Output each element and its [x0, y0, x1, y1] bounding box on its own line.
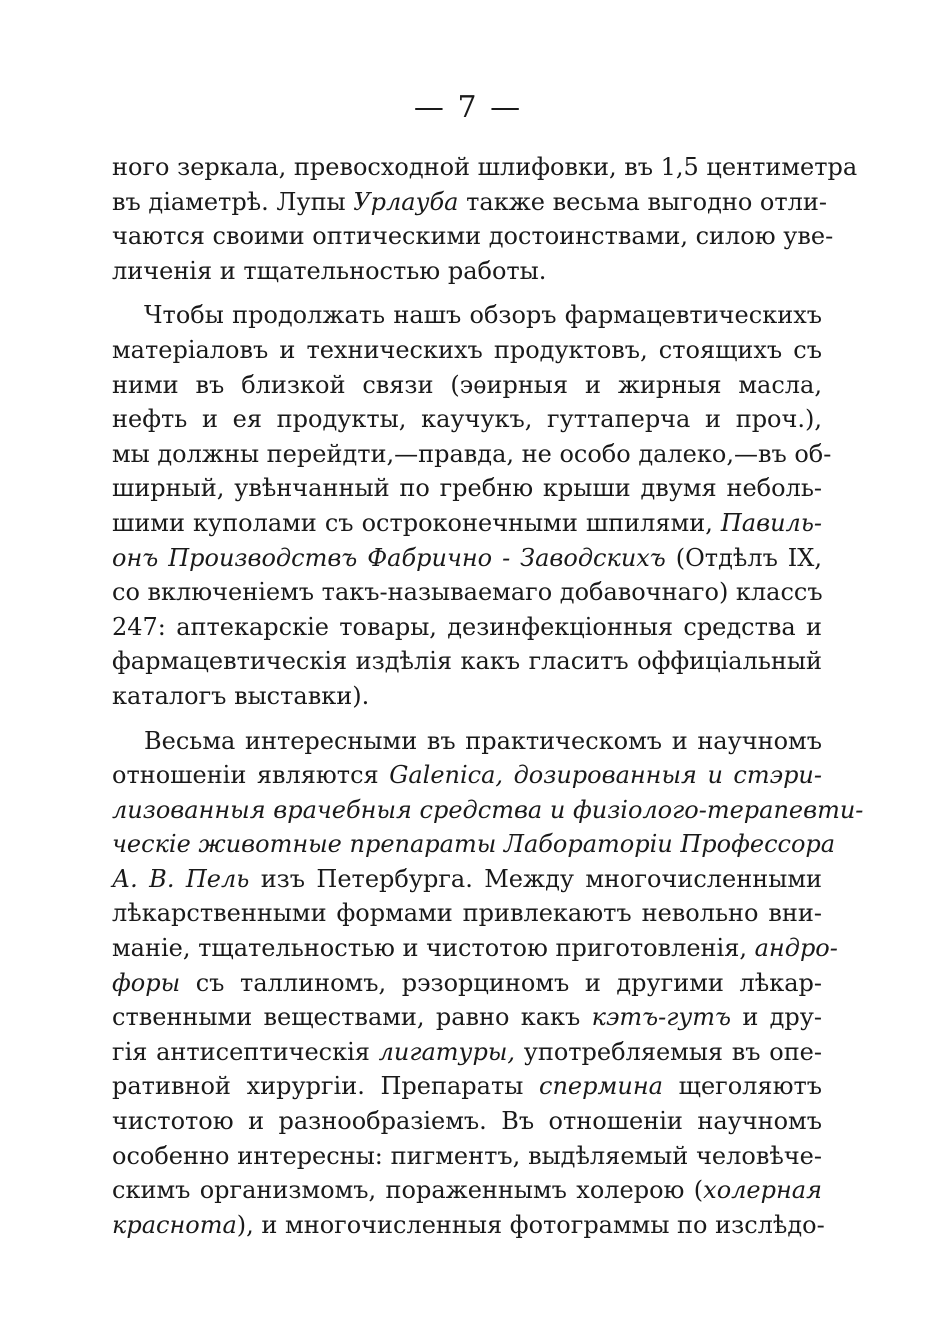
text-segment: ), и многочисленныя фотограммы по изслѣдо-	[236, 1210, 825, 1239]
text-line	[112, 758, 822, 793]
text-line	[112, 1035, 822, 1070]
italic-text: лизованныя врачебныя средства и физіолого-терапевти-	[112, 795, 864, 824]
italic-text: холерная	[703, 1176, 822, 1205]
text-line	[112, 1069, 822, 1104]
text-segment: личенія и тщательностью работы.	[112, 256, 547, 285]
text-line	[112, 793, 864, 828]
text-segment: особенно интересны: пигментъ, выдѣляемый человѣче-	[112, 1141, 822, 1170]
text-line	[112, 471, 822, 506]
text-segment: Весьма интересными въ практическомъ и научномъ	[144, 726, 822, 755]
text-segment: нефть и ея продукты, каучукъ, гуттаперча и проч.),	[112, 405, 822, 434]
paragraph	[112, 724, 864, 1243]
text-segment: матеріаловъ и техническихъ продуктовъ, стоящихъ съ	[112, 335, 822, 364]
text-segment: щеголяютъ	[662, 1072, 823, 1101]
text-line	[112, 724, 822, 759]
text-line	[112, 610, 822, 645]
text-line	[112, 1173, 822, 1208]
italic-text: лигатуры,	[378, 1037, 516, 1066]
text-segment: съ таллиномъ, рэзорциномъ и другими лѣкар-	[180, 968, 822, 997]
text-line	[112, 679, 822, 714]
text-segment: изъ Петербурга. Между многочисленными	[249, 864, 822, 893]
text-line	[112, 506, 822, 541]
italic-text: Galenica, дозированныя и стэри-	[389, 761, 822, 790]
text-line	[112, 402, 822, 437]
text-line	[112, 254, 822, 289]
text-line	[112, 966, 822, 1001]
text-segment: ширный, увѣнчанный по гребню крыши двумя неболь-	[112, 474, 822, 503]
text-line	[112, 333, 822, 368]
italic-text: кэтъ-гутъ	[591, 1003, 732, 1032]
text-segment: и дру-	[731, 1003, 822, 1032]
text-line	[112, 575, 822, 610]
italic-text: А. В. Пель	[112, 864, 250, 893]
text-line	[112, 298, 822, 333]
text-segment: шими куполами съ остроконечными шпилями,	[112, 508, 721, 537]
text-line	[112, 827, 836, 862]
text-line	[112, 931, 838, 966]
text-segment: также весьма выгодно отли-	[458, 187, 828, 216]
text-line	[112, 150, 858, 185]
text-line	[112, 1104, 822, 1139]
text-segment: 247: аптекарскіе товары, дезинфекціонныя средства и	[112, 612, 822, 641]
text-segment: въ діаметрѣ. Лупы	[112, 187, 354, 216]
text-segment: ного зеркала, превосходной шлифовки, въ 1,5 центиметра	[112, 153, 858, 181]
text-segment: чаются своими оптическими достоинствами, силою уве-	[112, 222, 834, 251]
paragraph	[112, 150, 858, 288]
text-segment: мы должны перейдти,—правда, не особо далеко,—въ об-	[112, 439, 832, 468]
text-segment: со включеніемъ такъ-называемаго добавочнаго) классъ	[112, 578, 823, 607]
text-segment: употребляемыя въ опе-	[515, 1037, 822, 1066]
paragraph	[112, 298, 832, 713]
text-line	[112, 896, 822, 931]
italic-text: краснота	[112, 1210, 237, 1239]
text-line	[112, 368, 822, 403]
italic-text: форы	[112, 968, 181, 997]
italic-text: андро-	[754, 934, 838, 963]
italic-text: Урлауба	[353, 187, 459, 216]
text-segment: ственными веществами, равно какъ	[112, 1003, 592, 1032]
text-line	[112, 862, 822, 897]
text-segment: лѣкарственными формами привлекаютъ невольно вни-	[112, 899, 822, 928]
paragraph-gap	[112, 714, 822, 724]
text-segment: отношеніи являются	[112, 761, 390, 790]
text-segment: гія антисептическія	[112, 1037, 379, 1066]
text-line	[112, 437, 832, 472]
text-segment: ними въ близкой связи (эѳирныя и жирныя масла,	[112, 370, 822, 399]
text-line	[112, 1000, 822, 1035]
italic-text: онъ Производствъ Фабрично - Заводскихъ	[112, 543, 666, 572]
italic-text: Павиль-	[720, 508, 822, 537]
text-line	[112, 1208, 825, 1243]
text-segment: маніе, тщательностью и чистотою приготовленія,	[112, 934, 755, 963]
italic-text: спермина	[539, 1072, 663, 1101]
paragraph-gap	[112, 288, 822, 298]
text-line	[112, 1139, 822, 1174]
text-segment: фармацевтическія издѣлія какъ гласитъ оффиціальный	[112, 647, 822, 676]
text-line	[112, 644, 822, 679]
body-text	[112, 150, 864, 1242]
text-segment: чистотою и разнообразіемъ. Въ отношеніи научномъ	[112, 1107, 822, 1136]
page-number: — 7 —	[413, 90, 523, 125]
text-segment: скимъ организмомъ, пораженнымъ холерою (	[112, 1176, 704, 1205]
text-segment: ративной хирургіи. Препараты	[112, 1072, 540, 1101]
text-line	[112, 541, 822, 576]
text-segment: каталогъ выставки).	[112, 681, 370, 710]
italic-text: ческіе животные препараты Лабораторіи Профессора	[112, 830, 836, 859]
text-segment: (Отдѣлъ IX,	[665, 543, 822, 572]
text-segment: Чтобы продолжать нашъ обзоръ фармацевтическихъ	[144, 301, 822, 330]
text-line	[112, 219, 834, 254]
text-line	[112, 185, 828, 220]
